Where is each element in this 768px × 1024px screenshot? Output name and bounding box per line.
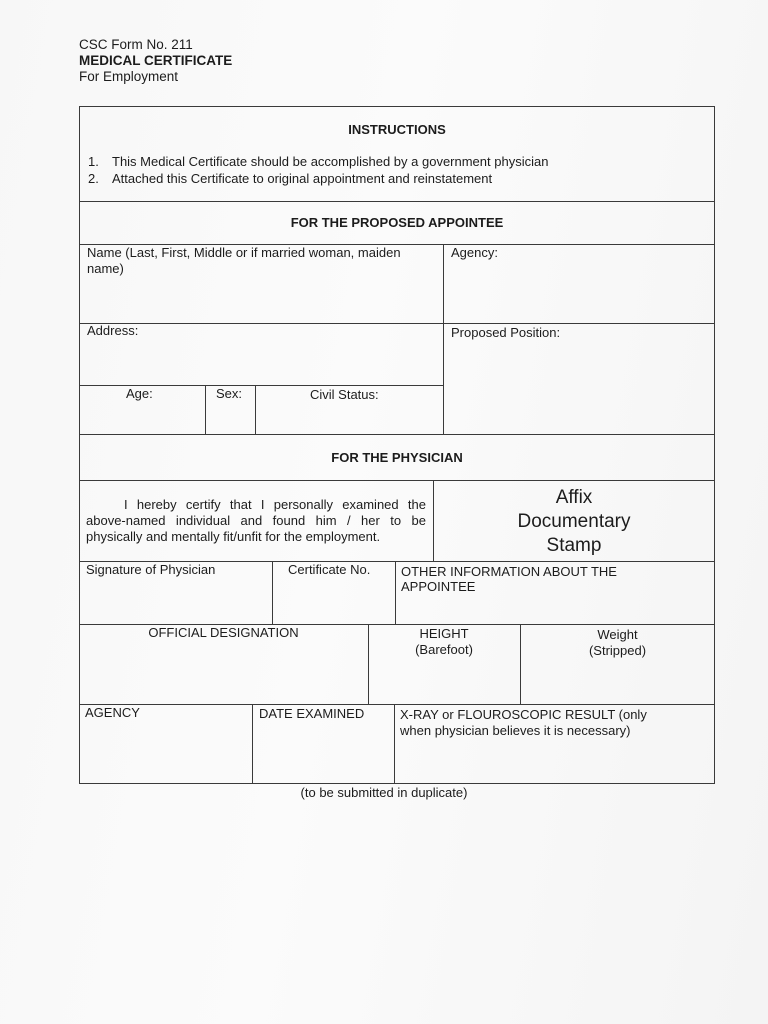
documentary-stamp-box bbox=[433, 486, 715, 558]
divider bbox=[79, 323, 715, 324]
physician-agency-field-label: AGENCY bbox=[85, 705, 140, 720]
divider bbox=[205, 385, 206, 434]
sex-field-label: Sex: bbox=[216, 386, 243, 401]
divider bbox=[394, 704, 395, 784]
signature-field-label: Signature of Physician bbox=[86, 562, 216, 577]
instruction-2-number: 2. bbox=[88, 171, 99, 186]
duplicate-submission-note: (to be submitted in duplicate) bbox=[300, 785, 468, 800]
divider bbox=[79, 434, 715, 435]
divider bbox=[395, 561, 396, 624]
official-designation-field-label: OFFICIAL DESIGNATION bbox=[148, 625, 299, 640]
proposed-position-field-label: Proposed Position: bbox=[451, 325, 561, 340]
weight-field-note: (Stripped) bbox=[588, 643, 647, 658]
name-field-label: Name (Last, First, Middle or if married woman, maiden name) bbox=[87, 245, 401, 276]
certificate-table bbox=[79, 106, 715, 784]
date-examined-field-label: DATE EXAMINED bbox=[259, 706, 365, 721]
divider bbox=[79, 704, 715, 705]
divider bbox=[255, 385, 256, 434]
age-field-label: Age: bbox=[126, 386, 153, 401]
instruction-1-number: 1. bbox=[88, 154, 99, 169]
instructions-heading: INSTRUCTIONS bbox=[348, 122, 446, 137]
other-info-field-label-line-2: APPOINTEE bbox=[401, 579, 476, 594]
address-field-label: Address: bbox=[87, 323, 139, 338]
form-number: CSC Form No. 211 bbox=[79, 37, 193, 52]
other-info-field-label-line-1: OTHER INFORMATION ABOUT THE bbox=[401, 564, 617, 579]
weight-field-label: Weight bbox=[597, 627, 638, 642]
form-subtitle: For Employment bbox=[79, 69, 179, 84]
xray-result-field-label-line-2: when physician believes it is necessary) bbox=[400, 723, 631, 738]
divider bbox=[252, 704, 253, 784]
height-field-label: HEIGHT bbox=[419, 626, 469, 641]
physician-section-heading: FOR THE PHYSICIAN bbox=[331, 450, 463, 465]
divider bbox=[443, 244, 444, 434]
form-title: MEDICAL CERTIFICATE bbox=[79, 53, 233, 68]
stamp-line-2: Documentary bbox=[517, 511, 631, 532]
xray-result-field-label-line-1: X-RAY or FLOUROSCOPIC RESULT (only bbox=[400, 707, 647, 722]
instruction-1-text: This Medical Certificate should be accomplished by a government physician bbox=[112, 154, 549, 169]
appointee-section-heading: FOR THE PROPOSED APPOINTEE bbox=[290, 215, 504, 230]
certificate-number-field-label: Certificate No. bbox=[288, 562, 371, 577]
stamp-line-3: Stamp bbox=[546, 535, 602, 556]
physician-certification-text: I hereby certify that I personally examined the above-named individual and found him / her to be physically and mentally fit/unfit for the employment. bbox=[86, 497, 426, 544]
instruction-2-text: Attached this Certificate to original appointment and reinstatement bbox=[112, 171, 493, 186]
divider bbox=[272, 561, 273, 624]
divider bbox=[79, 201, 715, 202]
form-header bbox=[79, 37, 232, 85]
civil-status-field-label: Civil Status: bbox=[310, 387, 379, 402]
height-field-note: (Barefoot) bbox=[415, 642, 473, 657]
agency-field-label: Agency: bbox=[451, 245, 498, 260]
stamp-line-1: Affix bbox=[555, 487, 593, 508]
divider bbox=[79, 480, 715, 481]
